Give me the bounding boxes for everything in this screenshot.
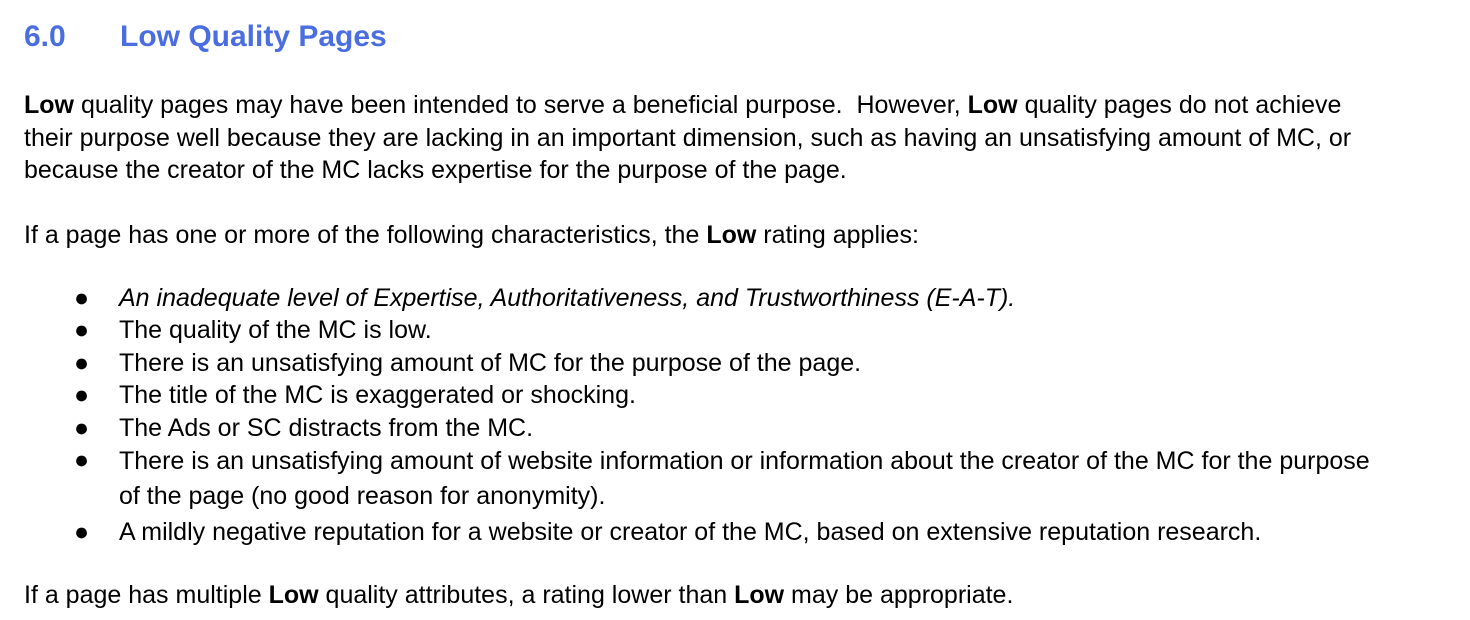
list-item-text: There is an unsatisfying amount of MC for the purpose of the page. [119,348,862,377]
section-number: 6.0 [24,20,66,53]
intro-paragraph [24,89,1351,187]
text: If a page has multiple [24,581,269,609]
closing-paragraph [24,579,1013,612]
section-title: Low Quality Pages [120,20,387,53]
characteristics-list [0,282,1370,550]
section-heading [24,20,387,54]
list-item [0,379,1370,411]
text: quality pages do not achieve [1017,91,1342,119]
text: quality pages may have been intended to serve a beneficial purpose. However, [74,91,968,119]
list-item-text: The quality of the MC is low. [119,316,432,345]
list-item-text: A mildly negative reputation for a website or creator of the MC, based on extensive reputation research. [119,518,1262,547]
list-item-text: of the page (no good reason for anonymity). [119,482,606,511]
bullet-icon: ● [74,518,90,547]
bullet-icon: ● [74,284,90,312]
text: their purpose well because they are lacking in an important dimension, such as having an unsatisfying amount of MC, or [24,123,1352,152]
list-item-text: An inadequate level of Expertise, Authoritativeness, and Trustworthiness (E-A-T). [119,284,1016,312]
bold-low: Low [967,91,1018,119]
bold-low: Low [268,581,319,609]
bullet-icon: ● [74,446,90,475]
list-item-text: The title of the MC is exaggerated or shocking. [119,381,636,410]
list-item-text: The Ads or SC distracts from the MC. [119,413,534,442]
bullet-icon: ● [74,348,90,377]
text: may be appropriate. [784,581,1014,609]
list-item [0,514,1370,550]
list-item [0,412,1370,444]
bold-low: Low [706,221,757,249]
text: rating applies: [756,221,919,249]
bullet-icon: ● [74,381,90,410]
text: quality attributes, a rating lower than [318,581,735,609]
bold-low: Low [24,91,74,119]
list-item [0,444,1370,514]
list-item [0,282,1370,314]
list-item-text: There is an unsatisfying amount of website information or information about the creator of the MC for the purpose [119,447,1370,476]
characteristics-intro [24,219,919,252]
bullet-icon: ● [74,316,90,345]
bullet-icon: ● [74,413,90,442]
text: because the creator of the MC lacks expertise for the purpose of the page. [24,156,847,185]
list-item [0,347,1370,379]
text: If a page has one or more of the following characteristics, the [24,221,707,249]
list-item [0,314,1370,346]
bold-low: Low [734,581,785,609]
